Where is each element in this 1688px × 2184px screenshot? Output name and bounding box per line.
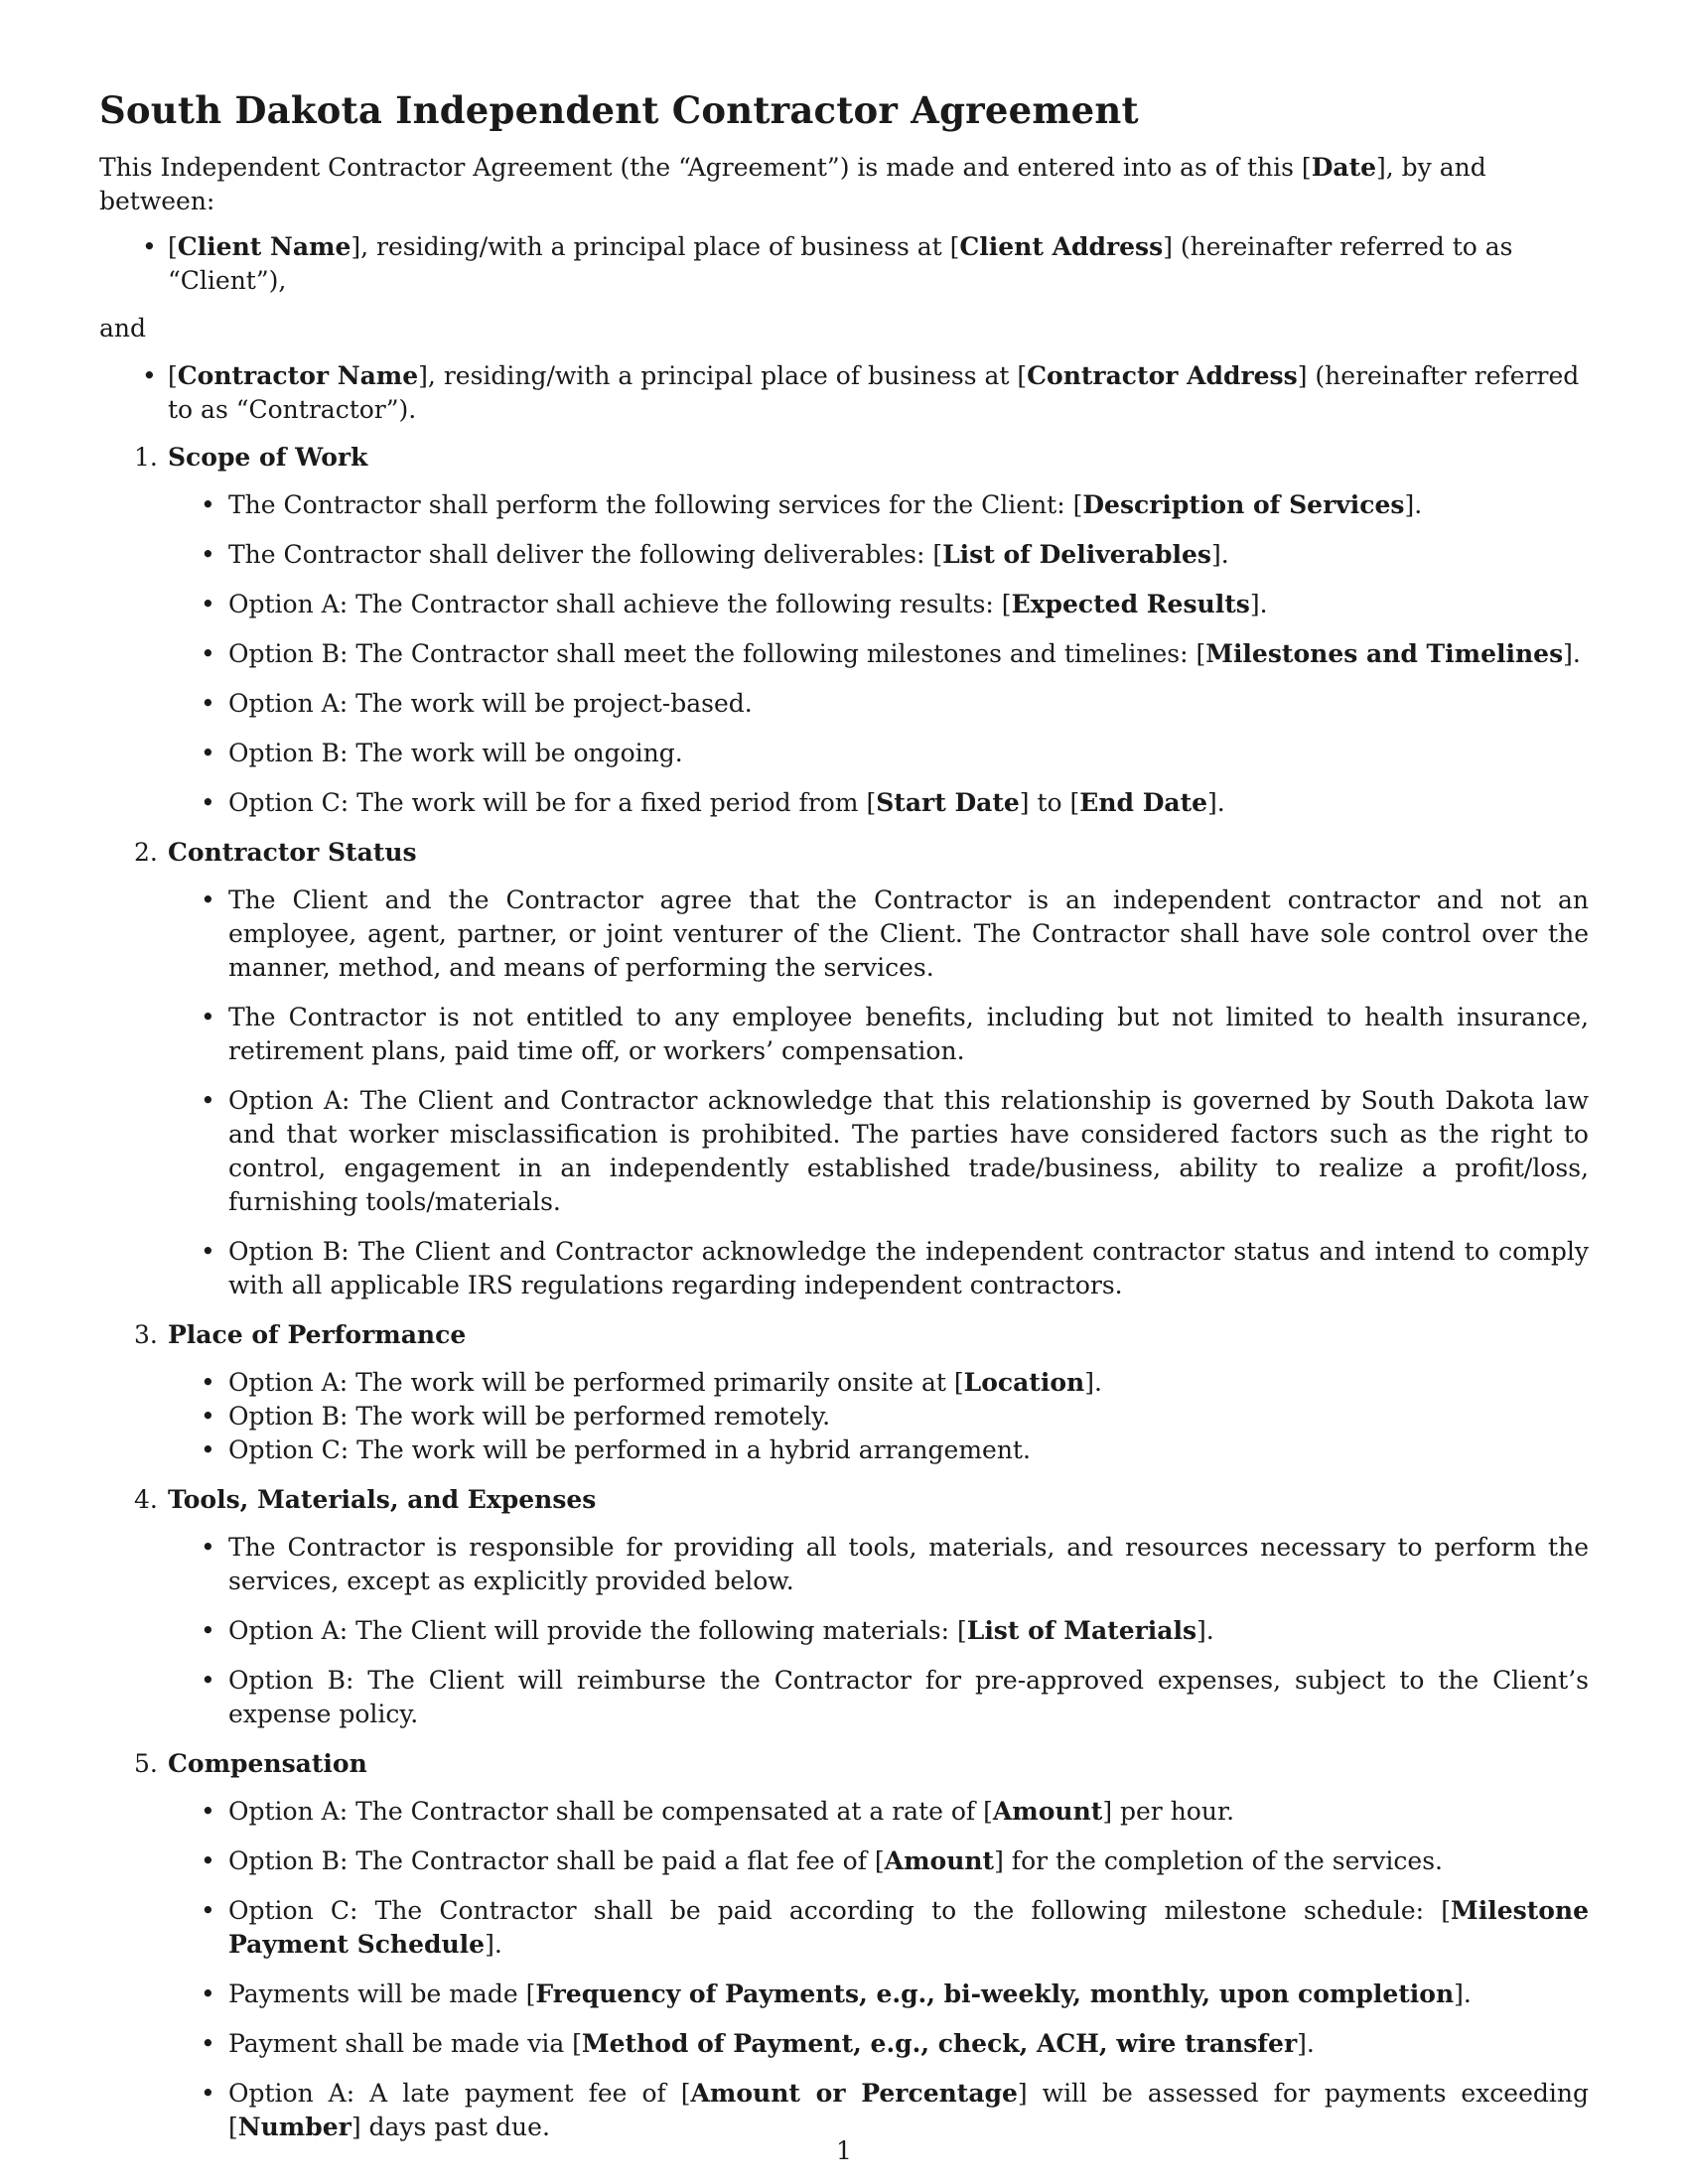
list-item: • Option A: The work will be performed primarily onsite at [Location].: [168, 1366, 1589, 1400]
document-title: South Dakota Independent Contractor Agreement: [99, 88, 1139, 132]
section-tools-materials-expenses: [99, 1483, 1589, 1731]
list-item: • Option B: The Contractor shall be paid a flat fee of [Amount] for the completion of the services.: [168, 1844, 1589, 1878]
section-title: Tools, Materials, and Expenses: [168, 1485, 597, 1514]
section-scope-of-work: [99, 441, 1589, 820]
parties-list: [99, 230, 1589, 298]
section-compensation: [99, 1747, 1589, 2144]
section-number: 2.: [134, 838, 158, 867]
parties-list-contractor: [99, 359, 1589, 427]
list-item: • The Contractor shall deliver the following deliverables: [List of Deliverables].: [168, 538, 1589, 572]
list-item: • Option A: The Contractor shall achieve the following results: [Expected Results].: [168, 588, 1589, 621]
section-place-of-performance: [99, 1318, 1589, 1467]
list-item: • Option A: A late payment fee of [Amount or Percentage] will be assessed for payments exceeding [Number] days past due.: [168, 2077, 1589, 2144]
list-item: • Option A: The Client will provide the following materials: [List of Materials].: [168, 1614, 1589, 1648]
list-item: • Option C: The work will be for a fixed period from [Start Date] to [End Date].: [168, 786, 1589, 820]
list-item: • The Contractor shall perform the following services for the Client: [Description of Services].: [168, 488, 1589, 522]
party-client: • [Client Name], residing/with a principal place of business at [Client Address] (hereinafter referred to as “Client”),: [99, 230, 1589, 298]
list-item: • Option A: The Client and Contractor acknowledge that this relationship is governed by South Dakota law and that worker misclassification is prohibited. The parties have considered factors such as the right to control, engagement in an independently established trade/business, ability to realize a profit/loss, furnishing tools/materials.: [168, 1084, 1589, 1219]
section-contractor-status: [99, 836, 1589, 1302]
contractor-address-placeholder: Contractor Address: [1027, 361, 1298, 390]
sections-list: [99, 441, 1589, 2144]
section-number: 4.: [134, 1485, 158, 1514]
party-contractor: • [Contractor Name], residing/with a principal place of business at [Contractor Address] (hereinafter referred to as “Contractor”).: [99, 359, 1589, 427]
section-items: [168, 1531, 1589, 1731]
list-item: • Option B: The Client will reimburse the Contractor for pre-approved expenses, subject to the Client’s expense policy.: [168, 1664, 1589, 1731]
section-items: [168, 1366, 1589, 1467]
section-number: 5.: [134, 1749, 158, 1778]
list-item: • The Contractor is not entitled to any employee benefits, including but not limited to health insurance, retirement plans, paid time off, or workers’ compensation.: [168, 1001, 1589, 1068]
list-item: • Option B: The Contractor shall meet the following milestones and timelines: [Milestones and Timelines].: [168, 637, 1589, 671]
section-title: Scope of Work: [168, 443, 368, 472]
contractor-name-placeholder: Contractor Name: [177, 361, 419, 390]
list-item: • Option A: The work will be project-based.: [168, 687, 1589, 721]
list-item: • Option B: The work will be performed remotely.: [168, 1400, 1589, 1433]
section-items: [168, 488, 1589, 820]
list-item: • Option C: The Contractor shall be paid according to the following milestone schedule: [Milestone Payment Schedule].: [168, 1894, 1589, 1962]
section-number: 1.: [134, 443, 158, 472]
section-title: Compensation: [168, 1749, 367, 1778]
list-item: • Option A: The Contractor shall be compensated at a rate of [Amount] per hour.: [168, 1795, 1589, 1829]
list-item: • The Client and the Contractor agree that the Contractor is an independent contractor and not an employee, agent, partner, or joint venturer of the Client. The Contractor shall have sole control over the manner, method, and means of performing the services.: [168, 884, 1589, 985]
list-item: • The Contractor is responsible for providing all tools, materials, and resources necessary to perform the services, except as explicitly provided below.: [168, 1531, 1589, 1598]
list-item: • Option B: The work will be ongoing.: [168, 737, 1589, 770]
section-title: Place of Performance: [168, 1320, 467, 1349]
client-name-placeholder: Client Name: [177, 232, 352, 261]
date-placeholder: Date: [1311, 153, 1377, 182]
intro-paragraph: This Independent Contractor Agreement (the “Agreement”) is made and entered into as of this [Date], by and between:: [99, 153, 1486, 215]
and-conjunction: and: [99, 314, 147, 342]
client-address-placeholder: Client Address: [959, 232, 1164, 261]
section-items: [168, 1795, 1589, 2144]
section-number: 3.: [134, 1320, 158, 1349]
list-item: • Payments will be made [Frequency of Payments, e.g., bi-weekly, monthly, upon completion].: [168, 1978, 1589, 2011]
section-items: [168, 884, 1589, 1302]
list-item: • Option B: The Client and Contractor acknowledge the independent contractor status and intend to comply with all applicable IRS regulations regarding independent contractors.: [168, 1235, 1589, 1302]
list-item: • Option C: The work will be performed in a hybrid arrangement.: [168, 1433, 1589, 1467]
page-number: 1: [836, 2136, 852, 2165]
section-title: Contractor Status: [168, 838, 417, 867]
list-item: • Payment shall be made via [Method of Payment, e.g., check, ACH, wire transfer].: [168, 2027, 1589, 2061]
